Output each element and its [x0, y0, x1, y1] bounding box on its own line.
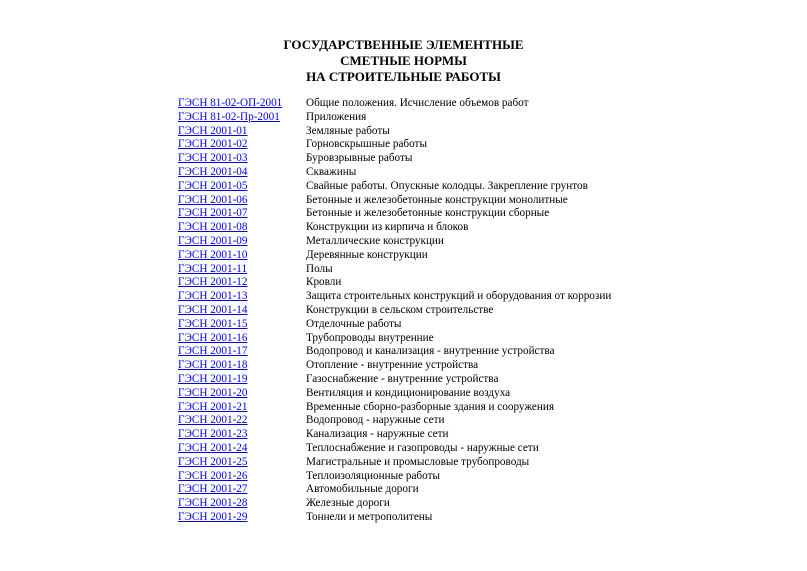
norm-description: Трубопроводы внутренние: [306, 331, 434, 344]
norm-description: Металлические конструкции: [306, 234, 444, 247]
norm-code-link[interactable]: ГЭСН 2001-03: [178, 152, 248, 165]
norm-description: Кровли: [306, 276, 342, 289]
title-line-1: ГОСУДАРСТВЕННЫЕ ЭЛЕМЕНТНЫЕ: [283, 37, 524, 52]
norm-description: Канализация - наружные сети: [306, 428, 449, 441]
list-item: [178, 318, 698, 332]
norm-description: Деревянные конструкции: [306, 248, 428, 261]
norm-description: Водопровод и канализация - внутренние устройства: [306, 345, 555, 358]
norm-code-link[interactable]: ГЭСН 2001-26: [178, 469, 248, 482]
list-item: [178, 111, 698, 125]
title-line-3: НА СТРОИТЕЛЬНЫЕ РАБОТЫ: [306, 69, 501, 84]
page-title: [0, 37, 807, 85]
norm-description: Приложения: [306, 110, 367, 123]
norm-description: Железные дороги: [306, 497, 390, 510]
norm-code-link[interactable]: ГЭСН 2001-14: [178, 303, 248, 316]
norm-description: Водопровод - наружные сети: [306, 414, 445, 427]
norm-description: Конструкции в сельском строительстве: [306, 303, 494, 316]
norm-code-link[interactable]: ГЭСН 2001-28: [178, 497, 248, 510]
list-item: [178, 125, 698, 139]
norm-code-link[interactable]: ГЭСН 2001-18: [178, 359, 248, 372]
norm-description: Отделочные работы: [306, 317, 402, 330]
list-item: [178, 235, 698, 249]
list-item: [178, 166, 698, 180]
norm-description: Полы: [306, 262, 333, 275]
norms-list: [178, 97, 698, 525]
list-item: [178, 97, 698, 111]
list-item: [178, 456, 698, 470]
norm-description: Скважины: [306, 165, 357, 178]
list-item: [178, 511, 698, 525]
list-item: [178, 483, 698, 497]
norm-description: Магистральные и промысловые трубопроводы: [306, 455, 530, 468]
norm-code-link[interactable]: ГЭСН 2001-06: [178, 193, 248, 206]
list-item: [178, 428, 698, 442]
norm-code-link[interactable]: ГЭСН 81-02-Пр-2001: [178, 110, 280, 123]
title-line-2: СМЕТНЫЕ НОРМЫ: [340, 53, 467, 68]
norm-code-link[interactable]: ГЭСН 2001-05: [178, 179, 248, 192]
norm-code-link[interactable]: ГЭСН 2001-12: [178, 276, 248, 289]
norm-code-link[interactable]: ГЭСН 2001-11: [178, 262, 248, 275]
norm-description: Временные сборно-разборные здания и сооружения: [306, 400, 555, 413]
norm-code-link[interactable]: ГЭСН 2001-21: [178, 400, 248, 413]
norm-code-link[interactable]: ГЭСН 2001-25: [178, 455, 248, 468]
list-item: [178, 497, 698, 511]
norm-description: Конструкции из кирпича и блоков: [306, 221, 469, 234]
list-item: [178, 442, 698, 456]
list-item: [178, 387, 698, 401]
norm-code-link[interactable]: ГЭСН 2001-15: [178, 317, 248, 330]
norm-code-link[interactable]: ГЭСН 2001-07: [178, 207, 248, 220]
norm-description: Автомобильные дороги: [306, 483, 419, 496]
list-item: [178, 414, 698, 428]
norm-description: Свайные работы. Опускные колодцы. Закрепление грунтов: [306, 179, 588, 192]
norm-code-link[interactable]: ГЭСН 2001-08: [178, 221, 248, 234]
norm-code-link[interactable]: ГЭСН 2001-01: [178, 124, 248, 137]
list-item: [178, 332, 698, 346]
norm-description: Отопление - внутренние устройства: [306, 359, 479, 372]
norm-description: Тоннели и метрополитены: [306, 510, 433, 523]
list-item: [178, 138, 698, 152]
list-item: [178, 263, 698, 277]
norm-description: Бетонные и железобетонные конструкции монолитные: [306, 193, 568, 206]
list-item: [178, 373, 698, 387]
norm-description: Земляные работы: [306, 124, 390, 137]
norm-description: Буровзрывные работы: [306, 152, 413, 165]
list-item: [178, 359, 698, 373]
norm-code-link[interactable]: ГЭСН 2001-09: [178, 234, 248, 247]
list-item: [178, 401, 698, 415]
list-item: [178, 221, 698, 235]
norm-code-link[interactable]: ГЭСН 2001-27: [178, 483, 248, 496]
norm-code-link[interactable]: ГЭСН 2001-16: [178, 331, 248, 344]
norm-code-link[interactable]: ГЭСН 2001-02: [178, 138, 248, 151]
list-item: [178, 194, 698, 208]
list-item: [178, 152, 698, 166]
norm-code-link[interactable]: ГЭСН 2001-13: [178, 290, 248, 303]
list-item: [178, 345, 698, 359]
norm-code-link[interactable]: ГЭСН 2001-10: [178, 248, 248, 261]
norm-description: Вентиляция и кондиционирование воздуха: [306, 386, 511, 399]
norm-code-link[interactable]: ГЭСН 2001-04: [178, 165, 248, 178]
list-item: [178, 180, 698, 194]
norm-code-link[interactable]: ГЭСН 81-02-ОП-2001: [178, 97, 283, 109]
norm-description: Защита строительных конструкций и оборудования от коррозии: [306, 290, 612, 303]
norm-code-link[interactable]: ГЭСН 2001-24: [178, 441, 248, 454]
list-item: [178, 249, 698, 263]
norm-code-link[interactable]: ГЭСН 2001-29: [178, 510, 248, 523]
norm-description: Общие положения. Исчисление объемов работ: [306, 97, 529, 109]
norm-description: Теплоснабжение и газопроводы - наружные сети: [306, 441, 539, 454]
norm-description: Бетонные и железобетонные конструкции сборные: [306, 207, 550, 220]
list-item: [178, 207, 698, 221]
norm-code-link[interactable]: ГЭСН 2001-22: [178, 414, 248, 427]
list-item: [178, 290, 698, 304]
list-item: [178, 470, 698, 484]
norm-code-link[interactable]: ГЭСН 2001-17: [178, 345, 248, 358]
list-item: [178, 304, 698, 318]
norm-code-link[interactable]: ГЭСН 2001-20: [178, 386, 248, 399]
norm-code-link[interactable]: ГЭСН 2001-19: [178, 372, 248, 385]
norm-description: Теплоизоляционные работы: [306, 469, 440, 482]
norm-code-link[interactable]: ГЭСН 2001-23: [178, 428, 248, 441]
norm-description: Газоснабжение - внутренние устройства: [306, 372, 499, 385]
norm-description: Горновскрышные работы: [306, 138, 427, 151]
list-item: [178, 276, 698, 290]
